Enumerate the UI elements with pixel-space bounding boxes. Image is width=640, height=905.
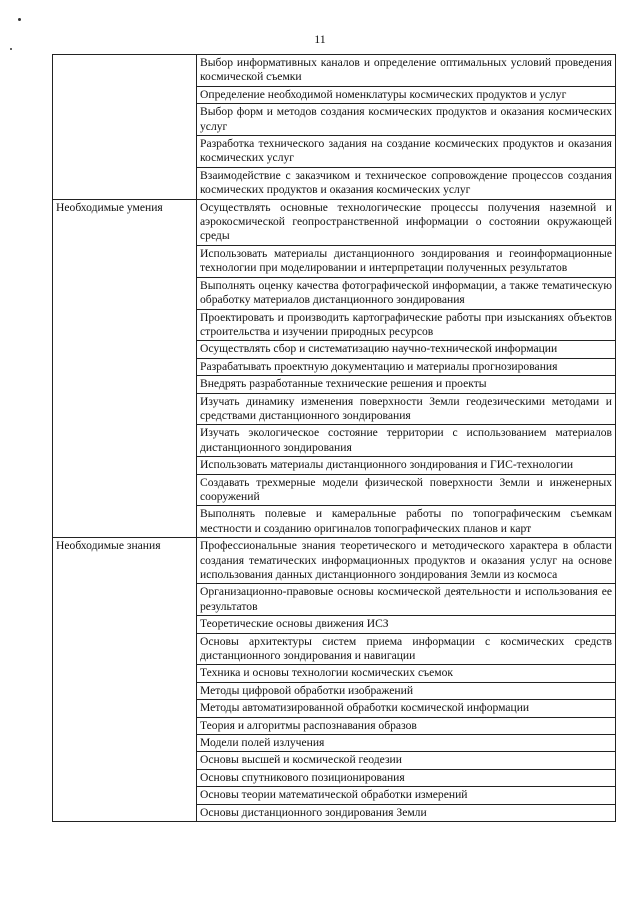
requirement-item: Осуществлять сбор и систематизацию научно-технической информации [197,341,616,358]
requirement-item: Выполнять полевые и камеральные работы по топографическим съемкам местности и созданию оригиналов топографических планов и карт [197,506,616,538]
requirement-item: Изучать экологическое состояние территории с использованием материалов дистанционного зондирования [197,425,616,457]
requirement-item: Методы цифровой обработки изображений [197,682,616,699]
requirement-item: Основы теории математической обработки измерений [197,787,616,804]
requirement-item: Теоретические основы движения ИСЗ [197,616,616,633]
requirement-item: Разработка технического задания на создание космических продуктов и оказания космических услуг [197,136,616,168]
requirement-item: Выполнять оценку качества фотографической информации, а также тематическую обработку материалов дистанционного зондирования [197,277,616,309]
requirement-item: Теория и алгоритмы распознавания образов [197,717,616,734]
table-row [53,199,616,245]
requirement-item: Основы дистанционного зондирования Земли [197,804,616,821]
scan-speck [10,48,12,50]
requirement-item: Модели полей излучения [197,735,616,752]
requirement-item: Проектировать и производить картографические работы при изысканиях объектов строительства и изучении природных ресурсов [197,309,616,341]
requirement-item: Основы спутникового позиционирования [197,769,616,786]
requirement-item: Разрабатывать проектную документацию и материалы прогнозирования [197,358,616,375]
requirement-item: Выбор информативных каналов и определение оптимальных условий проведения космической съемки [197,55,616,87]
requirement-item: Основы высшей и космической геодезии [197,752,616,769]
table-row [53,55,616,87]
requirement-item: Выбор форм и методов создания космических продуктов и оказания космических услуг [197,104,616,136]
requirement-item: Использовать материалы дистанционного зондирования и геоинформационные технологии при моделировании и интерпретации полученных результатов [197,245,616,277]
requirement-item: Техника и основы технологии космических съемок [197,665,616,682]
category-cell: Необходимые умения [53,199,197,538]
table-row [53,538,616,584]
requirement-item: Внедрять разработанные технические решения и проекты [197,376,616,393]
requirement-item: Определение необходимой номенклатуры космических продуктов и услуг [197,86,616,103]
category-cell: Необходимые знания [53,538,197,822]
requirement-item: Взаимодействие с заказчиком и техническое сопровождение процессов создания космических продуктов и оказания космических услуг [197,167,616,199]
scan-speck [18,18,21,21]
category-cell [53,55,197,200]
requirements-table-body [53,55,616,822]
requirement-item: Создавать трехмерные модели физической поверхности Земли и инженерных сооружений [197,474,616,506]
requirement-item: Использовать материалы дистанционного зондирования и ГИС-технологии [197,457,616,474]
requirements-table [52,54,616,822]
requirement-item: Профессиональные знания теоретического и методического характера в области создания тематических информационных продуктов и оказания услуг на основе использования данных дистанционного зондирования Земли из космоса [197,538,616,584]
requirement-item: Осуществлять основные технологические процессы получения наземной и аэрокосмической геопространственной информации о состоянии окружающей среды [197,199,616,245]
requirement-item: Методы автоматизированной обработки космической информации [197,700,616,717]
requirement-item: Организационно-правовые основы космической деятельности и использования ее результатов [197,584,616,616]
requirement-item: Изучать динамику изменения поверхности Земли геодезическими методами и средствами дистанционного зондирования [197,393,616,425]
requirement-item: Основы архитектуры систем приема информации с космических средств дистанционного зондирования и навигации [197,633,616,665]
page-number: 11 [314,32,326,46]
